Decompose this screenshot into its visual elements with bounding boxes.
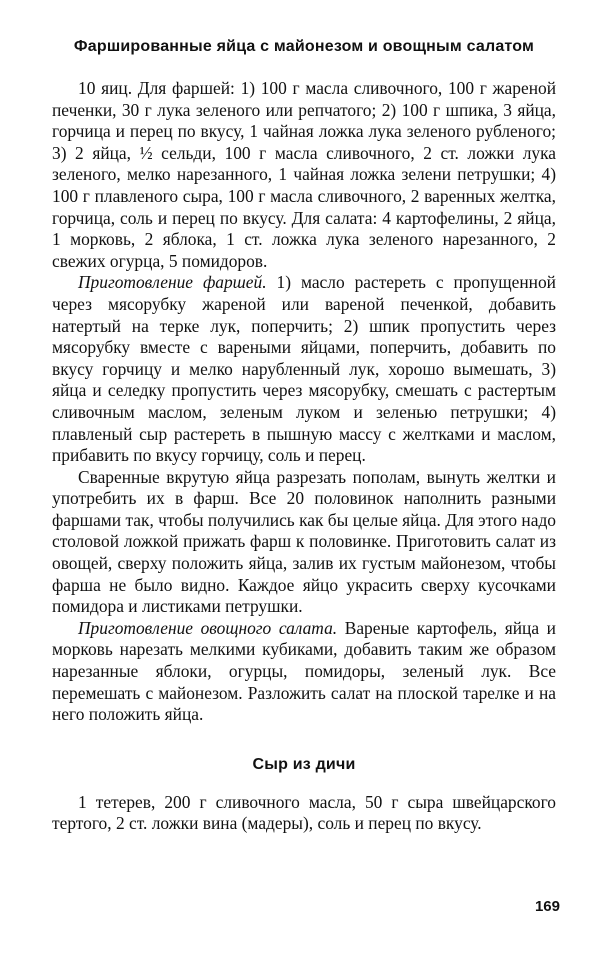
- prep-salad-label: Приготовление овощного салата.: [78, 617, 338, 638]
- ingredients-paragraph-2: 1 тетерев, 200 г сливочного масла, 50 г сыра швейцарского тертого, 2 ст. ложки вина (мадеры), соль и перец по вкусу.: [52, 791, 556, 834]
- prep-fillings-text: 1) масло растереть с пропущенной через мясорубку жареной или вареной печенкой, добавить натертый на терке лук, поперчить; 2) шпик пропустить через мясорубку вместе с вареными яйцами, поперчить, добавить по вкусу горчицу и мелко нарубленный лук, хорошо вымешать, 3) яйца и селедку пропустить через мясорубку, смешать с растертым сливочным маслом, зеленым луком и зеленью петрушки; 4) плавленый сыр растереть в пышную массу с желтками и маслом, прибавить по вкусу горчицу, соль и перец.: [52, 272, 556, 466]
- section-gap: [52, 726, 556, 756]
- ingredients-paragraph: 10 яиц. Для фаршей: 1) 100 г масла сливочного, 100 г жареной печенки, 30 г лука зеленого или репчатого; 2) 100 г шпика, 3 яйца, горчица и перец по вкусу, 1 чайная ложка лука зеленого рубленого; 3) 2 яйца, ½ сельди, 100 г масла сливочного, 2 ст. ложки лука зеленого, мелко нарезанного, 1 чайная ложка зелени петрушки; 4) 100 г плавленого сыра, 100 г масла сливочного, 2 варенных желтка, горчица, соль и перец по вкусу. Для салата: 4 картофелины, 2 яйца, 1 морковь, 2 яблока, 1 ст. ложка лука зеленого нарезанного, 2 свежих огурца, 5 помидоров.: [52, 78, 556, 271]
- page-number: 169: [534, 898, 560, 915]
- prep-salad-paragraph: [52, 618, 556, 726]
- recipe-title-2: Сыр из дичи: [252, 755, 356, 773]
- assembly-paragraph: Сваренные вкрутую яйца разрезать пополам, вынуть желтки и употребить их в фарш. Все 20 половинок наполнить разными фаршами так, чтобы получились как бы целые яйца. Для этого надо столовой ложкой прижать фарш к половинке. Приготовить салат из овощей, сверху положить яйца, залив их густым майонезом, чтобы фарша не было видно. Каждое яйцо украсить сверху кусочками помидора и листиками петрушки.: [52, 466, 556, 617]
- prep-fillings-label: Приготовление фаршей.: [78, 272, 267, 293]
- prep-fillings-paragraph: [52, 272, 556, 466]
- recipe-title: Фаршированные яйца с майонезом и овощным салатом: [73, 38, 535, 55]
- prep-salad-text: Вареные картофель, яйца и морковь нарезать мелкими кубиками, добавить таким же образом нарезанные яблоки, огурцы, помидоры, зеленый лук. Все перемешать с майонезом. Разложить салат на плоской тарелке и на него положить яйца.: [52, 617, 556, 725]
